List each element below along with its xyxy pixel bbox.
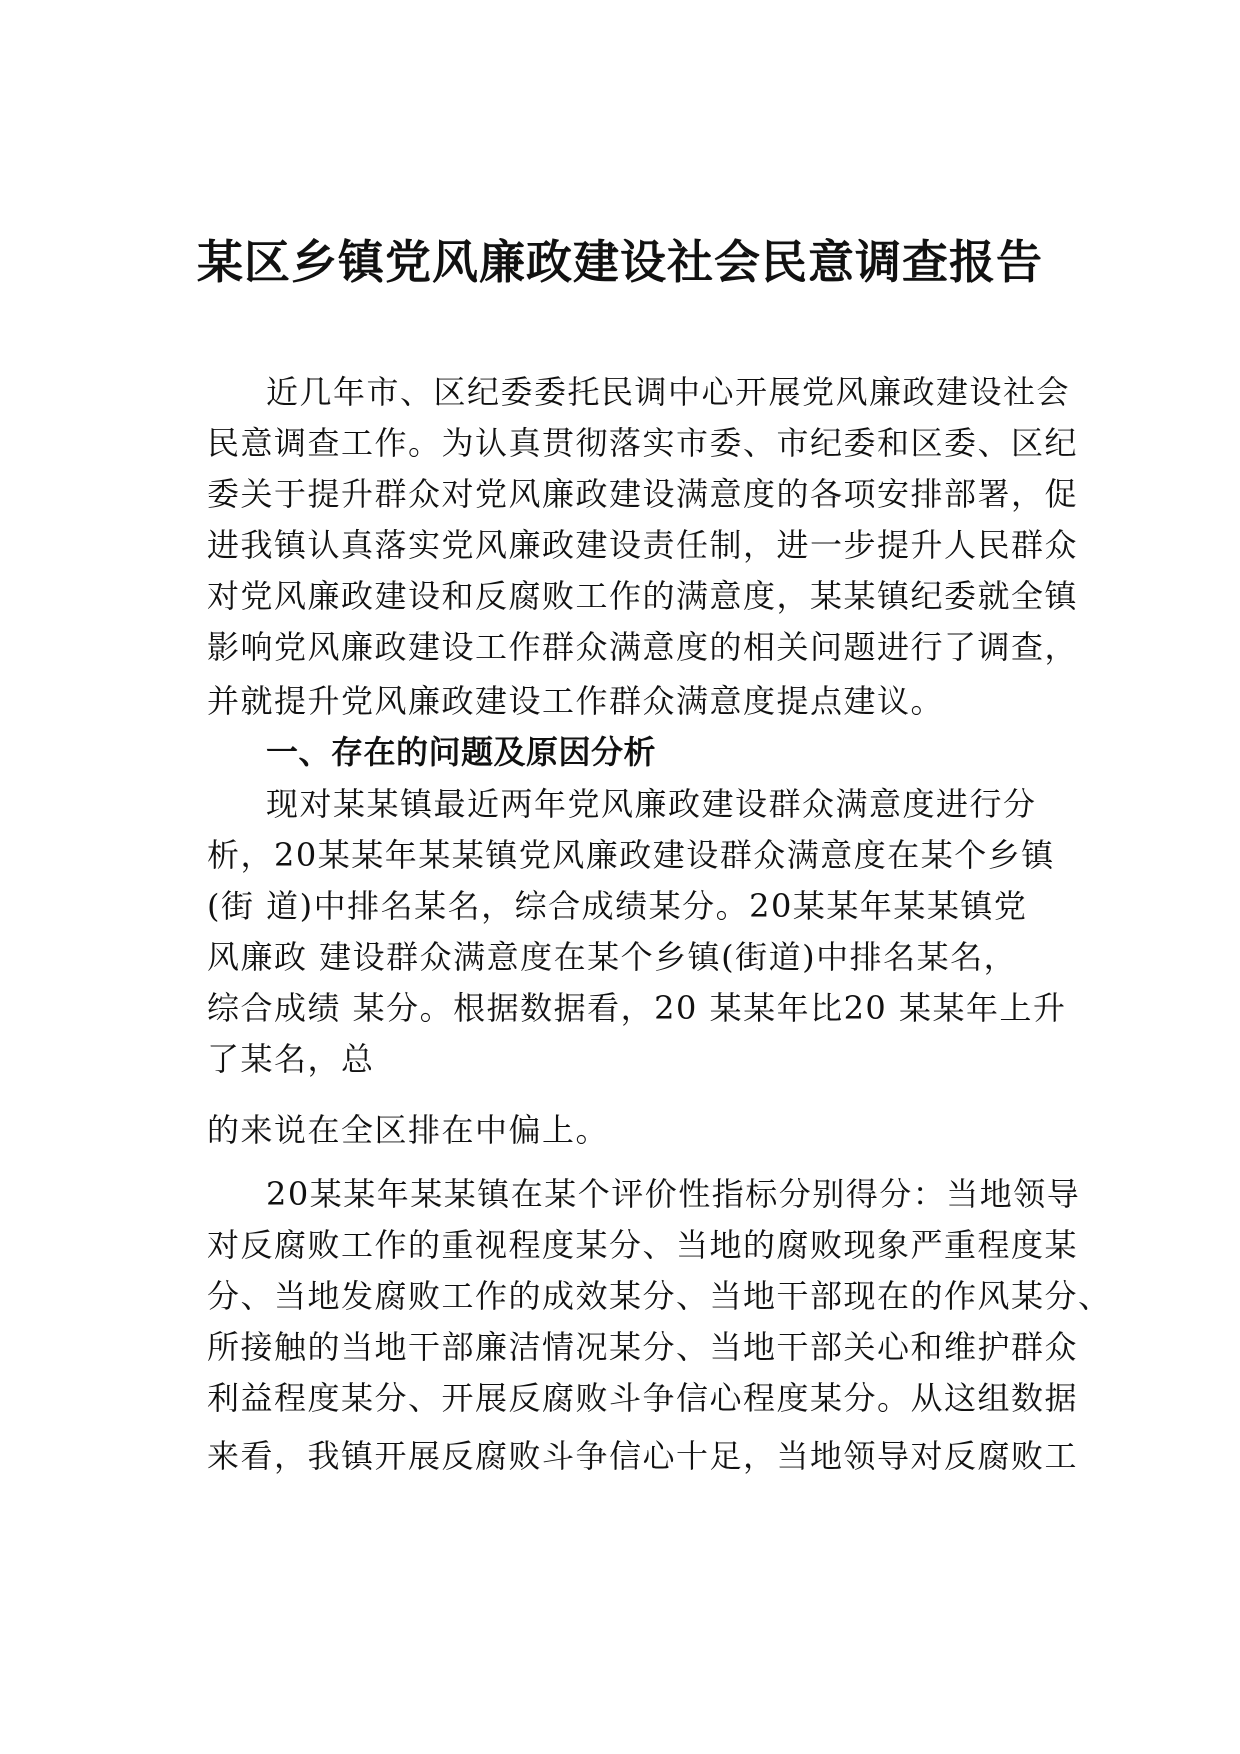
body-line: 来看，我镇开展反腐败斗争信心十足，当地领导对反腐败工 [207,1437,1079,1475]
section-heading: 一、存在的问题及原因分析 [266,733,657,771]
body-line: 所接触的当地干部廉洁情况某分、当地干部关心和维护群众 [207,1328,1079,1366]
body-line: 20某某年某某镇在某个评价性指标分别得分：当地领导 [266,1175,1081,1213]
body-line: 的来说在全区排在中偏上。 [207,1111,610,1149]
body-line: 利益程度某分、开展反腐败斗争信心程度某分。从这组数据 [207,1379,1079,1417]
intro-line: 委关于提升群众对党风廉政建设满意度的各项安排部署，促 [207,475,1079,513]
body-line: 现对某某镇最近两年党风廉政建设群众满意度进行分 [266,785,1037,823]
intro-line: 民意调查工作。为认真贯彻落实市委、市纪委和区委、区纪 [207,424,1079,462]
intro-line: 并就提升党风廉政建设工作群众满意度提点建议。 [207,682,945,720]
document-title: 某区乡镇党风廉政建设社会民意调查报告 [197,235,1043,289]
body-line: 析，20某某年某某镇党风廉政建设群众满意度在某个乡镇 [207,836,1055,874]
intro-line: 影响党风廉政建设工作群众满意度的相关问题进行了调查， [207,628,1079,666]
body-line: 风廉政 建设群众满意度在某个乡镇(街道)中排名某名， [207,938,1018,976]
body-line: 对反腐败工作的重视程度某分、当地的腐败现象严重程度某 [207,1226,1079,1264]
body-line: 分、当地发腐败工作的成效某分、当地干部现在的作风某分、 [207,1277,1112,1315]
intro-line: 对党风廉政建设和反腐败工作的满意度，某某镇纪委就全镇 [207,577,1079,615]
body-line: (街 道)中排名某名，综合成绩某分。20某某年某某镇党 [207,887,1028,925]
body-line: 综合成绩 某分。根据数据看，20 某某年比20 某某年上升 [207,989,1067,1027]
intro-line: 进我镇认真落实党风廉政建设责任制，进一步提升人民群众 [207,526,1079,564]
body-line: 了某名，总 [207,1040,375,1078]
intro-line: 近几年市、区纪委委托民调中心开展党风廉政建设社会 [266,373,1071,411]
